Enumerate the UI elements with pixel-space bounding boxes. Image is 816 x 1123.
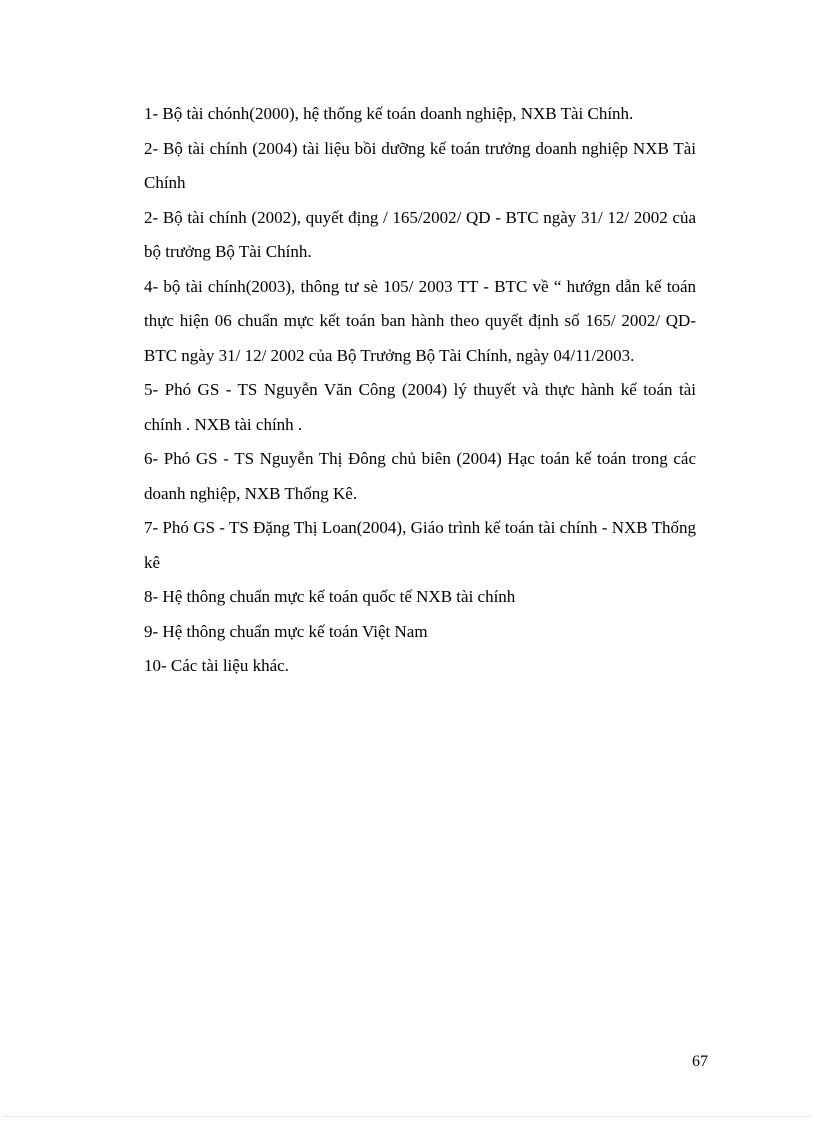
reference-item-9: 9- Hệ thông chuẩn mực kế toán Việt Nam bbox=[144, 621, 428, 641]
reference-item-8: 8- Hệ thông chuẩn mực kế toán quốc tế NXB tài chính bbox=[144, 587, 516, 606]
reference-item-10: 10- Các tài liệu khác. bbox=[144, 656, 289, 675]
page-number: 67 bbox=[692, 1053, 708, 1070]
reference-item-2: 2- Bộ tài chính (2004) tài liệu bồi dưỡng kế toán trưởng doanh nghiệp NXB Tài Chính bbox=[144, 138, 696, 192]
bottom-divider bbox=[4, 1116, 812, 1117]
reference-item-3: 2- Bộ tài chính (2002), quyết địng / 165/2002/ QD - BTC ngày 31/ 12/ 2002 của bộ trưởng Bộ Tài Chính. bbox=[144, 207, 696, 261]
reference-list bbox=[144, 97, 696, 684]
reference-item-5: 5- Phó GS - TS Nguyễn Văn Công (2004) lý thuyết và thực hành kế toán tài chính . NXB tài chính . bbox=[144, 380, 696, 434]
reference-item-7: 7- Phó GS - TS Đặng Thị Loan(2004), Giáo trình kế toán tài chính - NXB Thống kê bbox=[144, 518, 696, 572]
reference-item-4: 4- bộ tài chính(2003), thông tư sè 105/ 2003 TT - BTC về “ hướgn dẫn kế toán thực hiện 06 chuẩn mực kết toán ban hành theo quyết định số 165/ 2002/ QD-BTC ngày 31/ 12/ 2002 của Bộ Trưởng Bộ Tài Chính, ngày 04/11/2003. bbox=[144, 276, 696, 365]
reference-item-6: 6- Phó GS - TS Nguyễn Thị Đông chủ biên (2004) Hạc toán kế toán trong các doanh nghiệp, NXB Thống Kê. bbox=[144, 449, 696, 503]
reference-item-1: 1- Bộ tài chónh(2000), hệ thống kế toán doanh nghiệp, NXB Tài Chính. bbox=[144, 104, 634, 123]
